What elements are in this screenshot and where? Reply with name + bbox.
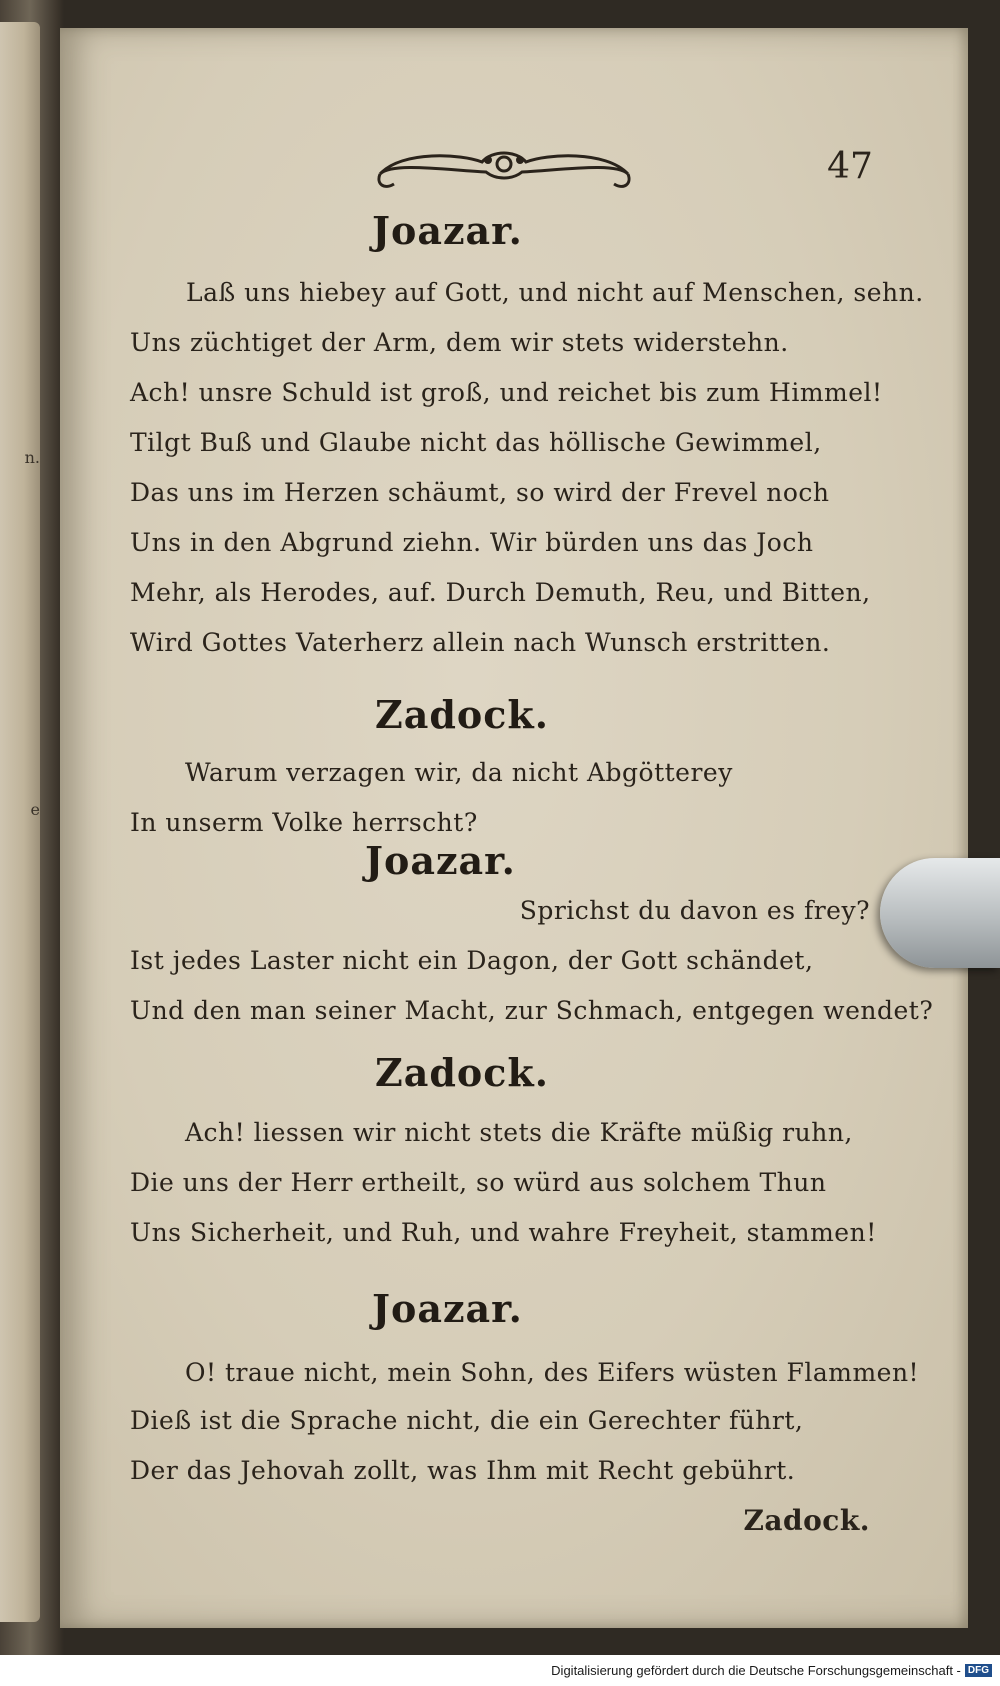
verse-line: Das uns im Herzen schäumt, so wird der Frevel noch xyxy=(130,478,830,507)
footer-credit: Digitalisierung gefördert durch die Deutsche Forschungsgemeinschaft - xyxy=(551,1663,961,1678)
ornament-vignette xyxy=(372,140,636,196)
page-clip xyxy=(880,858,1000,968)
margin-glyph: e xyxy=(30,800,40,819)
previous-page-edge xyxy=(0,22,40,1622)
verse-line: Uns Sicherheit, und Ruh, und wahre Freyheit, stammen! xyxy=(130,1218,877,1247)
verse-line: Ist jedes Laster nicht ein Dagon, der Gott schändet, xyxy=(130,946,814,975)
verse-line: Wird Gottes Vaterherz allein nach Wunsch erstritten. xyxy=(130,628,831,657)
page-number: 47 xyxy=(827,146,873,187)
catchword: Zadock. xyxy=(743,1504,870,1537)
verse-line: Ach! unsre Schuld ist groß, und reichet bis zum Himmel! xyxy=(130,378,883,407)
verse-line: In unserm Volke herrscht? xyxy=(130,808,478,837)
verse-line: Dieß ist die Sprache nicht, die ein Gerechter führt, xyxy=(130,1406,804,1435)
verse-line: Und den man seiner Macht, zur Schmach, entgegen wendet? xyxy=(130,996,934,1025)
speaker-zadock: Zadock. xyxy=(375,692,549,737)
verse-line: Sprichst du davon es frey? xyxy=(519,896,870,925)
verse-line: Mehr, als Herodes, auf. Durch Demuth, Reu, und Bitten, xyxy=(130,578,871,607)
book-page xyxy=(60,28,968,1628)
verse-line: Ach! liessen wir nicht stets die Kräfte müßig ruhn, xyxy=(185,1118,853,1147)
verse-line: O! traue nicht, mein Sohn, des Eifers wüsten Flammen! xyxy=(185,1358,920,1387)
verse-line: Die uns der Herr ertheilt, so würd aus solchem Thun xyxy=(130,1168,827,1197)
speaker-joazar: Joazar. xyxy=(365,838,516,883)
dfg-logo: DFG xyxy=(965,1664,992,1677)
footer-bar xyxy=(0,1655,1000,1686)
speaker-joazar: Joazar. xyxy=(372,1286,523,1331)
speaker-joazar: Joazar. xyxy=(372,208,523,253)
verse-line: Uns in den Abgrund ziehn. Wir bürden uns das Joch xyxy=(130,528,814,557)
verse-line: Laß uns hiebey auf Gott, und nicht auf Menschen, sehn. xyxy=(186,278,924,307)
verse-line: Tilgt Buß und Glaube nicht das höllische Gewimmel, xyxy=(130,428,822,457)
verse-line: Uns züchtiget der Arm, dem wir stets widerstehn. xyxy=(130,328,789,357)
speaker-zadock: Zadock. xyxy=(375,1050,549,1095)
margin-glyph: n. xyxy=(24,448,40,467)
verse-line: Der das Jehovah zollt, was Ihm mit Recht gebührt. xyxy=(130,1456,796,1485)
verse-line: Warum verzagen wir, da nicht Abgötterey xyxy=(185,758,733,787)
